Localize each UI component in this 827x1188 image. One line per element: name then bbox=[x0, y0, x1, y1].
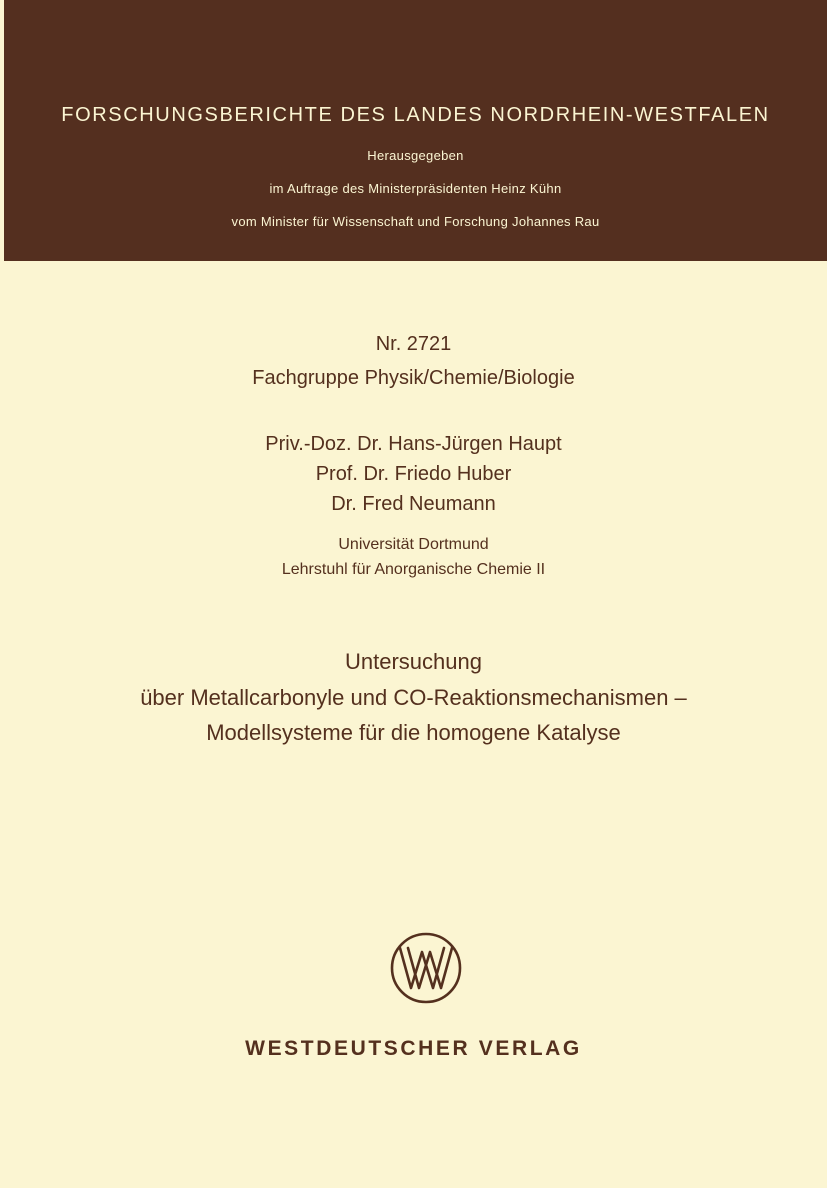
title-line-2: über Metallcarbonyle und CO-Reaktionsmechanismen – bbox=[140, 685, 687, 710]
subject-group: Fachgruppe Physik/Chemie/Biologie bbox=[252, 367, 575, 389]
author-2: Prof. Dr. Friedo Huber bbox=[315, 463, 512, 485]
report-number: Nr. 2721 bbox=[375, 333, 452, 355]
minister-line: vom Minister für Wissenschaft und Forschung Johannes Rau bbox=[231, 214, 600, 229]
author-1: Priv.-Doz. Dr. Hans-Jürgen Haupt bbox=[265, 433, 562, 455]
ww-circle-logo-icon bbox=[389, 932, 463, 1004]
title-line-1: Untersuchung bbox=[345, 649, 482, 674]
series-title: FORSCHUNGSBERICHTE DES LANDES NORDRHEIN-WESTFALEN bbox=[61, 104, 770, 126]
chair: Lehrstuhl für Anorganische Chemie II bbox=[281, 561, 546, 578]
title-line-3: Modellsysteme für die homogene Katalyse bbox=[206, 720, 621, 745]
publisher-name: WESTDEUTSCHER VERLAG bbox=[245, 1037, 582, 1060]
commission-line: im Auftrage des Ministerpräsidenten Heinz Kühn bbox=[269, 181, 562, 196]
author-3: Dr. Fred Neumann bbox=[331, 493, 496, 515]
editor-line: Herausgegeben bbox=[367, 148, 464, 163]
header-band bbox=[4, 0, 827, 261]
university: Universität Dortmund bbox=[338, 536, 489, 553]
